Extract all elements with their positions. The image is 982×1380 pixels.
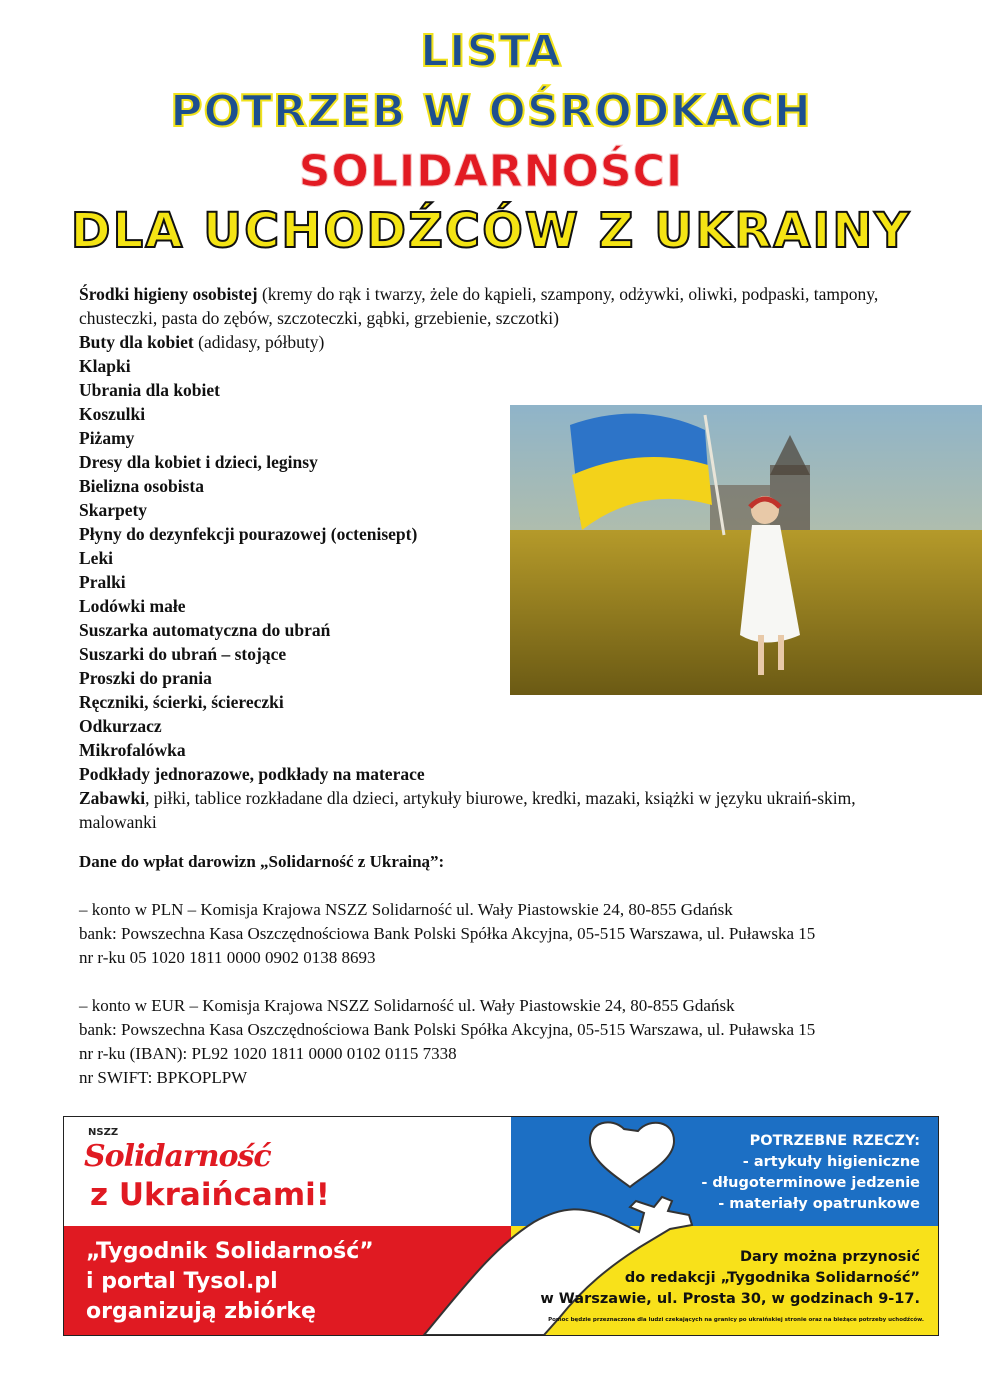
footnote: Pomoc będzie przeznaczona dla ludzi czekających na granicy po ukraińskiej stronie oraz na bieżące potrzeby uchodźców.: [548, 1317, 924, 1323]
list-item: [79, 282, 929, 330]
list-item: Płyny do dezynfekcji pourazowej (octenisept): [79, 524, 418, 544]
organizers-line: i portal Tysol.pl: [86, 1269, 278, 1294]
organizers-line: organizują zbiórkę: [86, 1299, 316, 1324]
list-item: [79, 330, 929, 354]
nszz-label: NSZZ: [88, 1127, 119, 1138]
eur-account-line: – konto w EUR – Komisja Krajowa NSZZ Solidarność ul. Wały Piastowskie 24, 80-855 Gdańsk: [79, 996, 735, 1015]
drop-off-info: [540, 1247, 920, 1310]
needed-item: - długoterminowe jedzenie: [701, 1175, 920, 1191]
bank-heading: Dane do wpłat darowizn „Solidarność z Ukrainą”:: [79, 852, 445, 871]
list-item: Skarpety: [79, 500, 148, 520]
needed-items: [701, 1131, 920, 1215]
drop-off-line: do redakcji „Tygodnika Solidarność”: [624, 1270, 920, 1286]
item-rest: (kremy do rąk i twarzy, żele do kąpieli, szampony, odżywki, oliwki, podpaski, tampony, chusteczki, pasta do zębów, szczoteczki, gąbki, grzebienie, szczotki): [79, 284, 879, 328]
list-item: Lodówki małe: [79, 596, 186, 616]
organizers-line: „Tygodnik Solidarność”: [86, 1239, 374, 1264]
eur-bank-line: bank: Powszechna Kasa Oszczędnościowa Bank Polski Spółka Akcyjna, 05-515 Warszawa, ul. Puławska 15: [79, 1020, 816, 1039]
list-item: Suszarka automatyczna do ubrań: [79, 620, 331, 640]
title-line-2: POTRZEB W OŚRODKACH: [170, 86, 812, 137]
list-item: Klapki: [79, 356, 131, 376]
list-item: Suszarki do ubrań – stojące: [79, 644, 287, 664]
list-item: Pralki: [79, 572, 126, 592]
list-item: Ubrania dla kobiet: [79, 380, 220, 400]
item-bold: Buty dla kobiet: [79, 332, 194, 352]
bank-details: [79, 850, 959, 1090]
list-item: Koszulki: [79, 404, 146, 424]
list-item: Ręczniki, ścierki, ściereczki: [79, 692, 284, 712]
list-item: Proszki do prania: [79, 668, 212, 688]
needed-item: - materiały opatrunkowe: [718, 1196, 920, 1212]
girl-with-flag-photo: [510, 405, 982, 695]
list-item: Mikrofalówka: [79, 740, 186, 760]
list-item: Leki: [79, 548, 114, 568]
list-item: Bielizna osobista: [79, 476, 204, 496]
collection-banner: [63, 1116, 939, 1336]
item-bold: Środki higieny osobistej: [79, 284, 258, 304]
pln-bank-line: bank: Powszechna Kasa Oszczędnościowa Bank Polski Spółka Akcyjna, 05-515 Warszawa, ul. Puławska 15: [79, 924, 816, 943]
title-line-1: LISTA: [420, 26, 562, 77]
item-bold: Zabawki: [79, 788, 146, 808]
list-item: [79, 786, 929, 834]
list-item: Piżamy: [79, 428, 135, 448]
title-line-4: DLA UCHODŹCÓW Z UKRAINY: [70, 203, 912, 259]
list-item: Dresy dla kobiet i dzieci, leginsy: [79, 452, 318, 472]
eur-swift-line: nr SWIFT: BPKOPLPW: [79, 1068, 248, 1087]
drop-off-line: w Warszawie, ul. Prosta 30, w godzinach 9-17.: [540, 1291, 920, 1307]
item-rest: (adidasy, półbuty): [193, 332, 325, 352]
solidarnosc-logo: Solidarność: [84, 1139, 271, 1174]
eur-iban-line: nr r-ku (IBAN): PL92 1020 1811 0000 0102 0115 7338: [79, 1044, 457, 1063]
title-line-3: SOLIDARNOŚCI: [298, 146, 684, 197]
list-item: Odkurzacz: [79, 716, 162, 736]
item-rest: , piłki, tablice rozkładane dla dzieci, artykuły biurowe, kredki, mazaki, książki w języku ukraiń-skim, malowanki: [79, 788, 856, 832]
drop-off-line: Dary można przynosić: [739, 1249, 920, 1265]
list-item: Podkłady jednorazowe, podkłady na materace: [79, 764, 425, 784]
pln-number-line: nr r-ku 05 1020 1811 0000 0902 0138 8693: [79, 948, 376, 967]
needed-item: - artykuły higieniczne: [742, 1154, 920, 1170]
organizers-text: [86, 1237, 374, 1327]
banner-headline: z Ukraińcami!: [90, 1177, 330, 1213]
pln-account-line: – konto w PLN – Komisja Krajowa NSZZ Solidarność ul. Wały Piastowskie 24, 80-855 Gdańsk: [79, 900, 733, 919]
needed-title: POTRZEBNE RZECZY:: [749, 1133, 920, 1149]
